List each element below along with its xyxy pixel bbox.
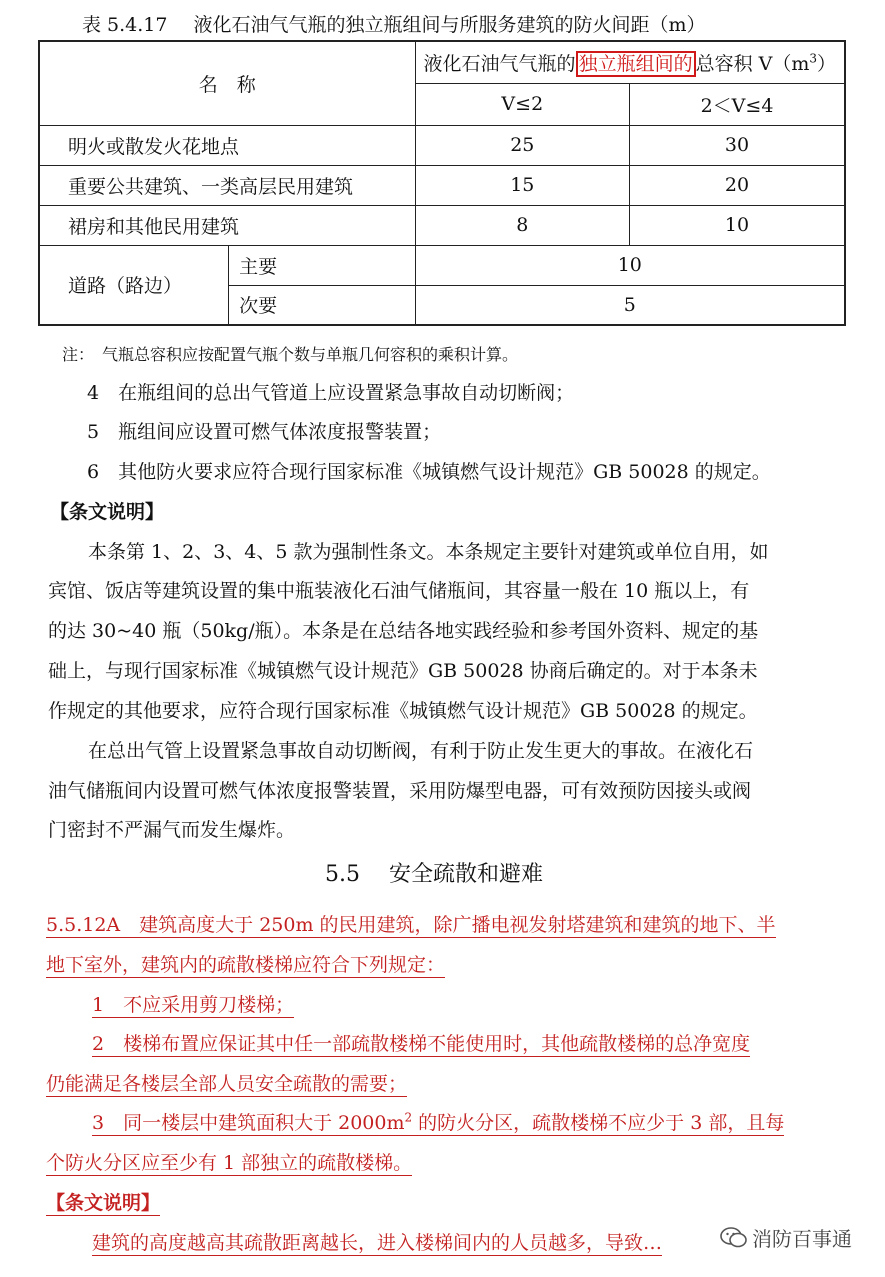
header-volume-sup: 3	[809, 51, 817, 66]
table-row	[39, 245, 845, 285]
col-header-2: 2＜V≤4	[630, 83, 845, 125]
row-value-2: 20	[630, 165, 845, 205]
red-explanation-text: 建筑的高度越高其疏散距离越长，进入楼梯间内的人员越多，导致…	[92, 1232, 663, 1254]
red-explanation-line	[92, 1228, 662, 1255]
row-name: 明火或散发火花地点	[39, 125, 415, 165]
row-value-2: 10	[630, 205, 845, 245]
red-clause-line	[46, 950, 445, 977]
row-value-1: 25	[415, 125, 629, 165]
red-clause-item-3-sup: 2	[404, 1110, 413, 1125]
col-header-1: V≤2	[415, 83, 629, 125]
red-clause-text: 2 楼梯布置应保证其中任一部疏散楼梯不能使用时，其他疏散楼梯的总净宽度	[92, 1033, 751, 1055]
explanation2-line: 在总出气管上设置紧急事故自动切断阀，有利于防止发生更大的事故。在液化石	[88, 740, 754, 762]
red-explanation-heading-text: 【条文说明】	[46, 1192, 161, 1214]
red-clause-text: 5.5.12A 建筑高度大于 250m 的民用建筑，除广播电视发射塔建筑和建筑的地下、半	[46, 914, 776, 936]
table-row	[39, 125, 845, 165]
red-clause-item-3-cont	[46, 1148, 412, 1175]
header-volume-cell	[415, 41, 845, 83]
row-value-2: 30	[630, 125, 845, 165]
row-value-1: 15	[415, 165, 629, 205]
table-row	[39, 205, 845, 245]
red-clause-text: 地下室外，建筑内的疏散楼梯应符合下列规定：	[46, 954, 446, 976]
explanation-line: 的达 30~40 瓶（50kg/瓶）。本条是在总结各地实践经验和参考国外资料、规定的基	[48, 620, 759, 642]
clause-item-5: 5 瓶组间应设置可燃气体浓度报警装置；	[87, 421, 442, 443]
explanation-line: 本条第 1、2、3、4、5 款为强制性条文。本条规定主要针对建筑或单位自用，如	[88, 541, 769, 563]
fire-distance-table	[38, 40, 846, 326]
table-caption-number: 表 5.4.17	[82, 14, 168, 36]
table-caption-text: 液化石油气气瓶的独立瓶组间与所服务建筑的防火间距（m）	[193, 14, 706, 36]
header-volume-close: ）	[817, 52, 837, 75]
red-clause-line	[46, 910, 776, 937]
explanation-line: 作规定的其他要求，应符合现行国家标准《城镇燃气设计规范》GB 50028 的规定。	[48, 700, 758, 722]
red-clause-item-3-pre: 3 同一楼层中建筑面积大于 2000m	[92, 1112, 405, 1134]
table-caption	[82, 10, 706, 37]
wechat-icon	[720, 1226, 748, 1250]
header-volume-prefix: 液化石油气气瓶的	[423, 52, 576, 75]
red-clause-item-3-post: 的防火分区，疏散楼梯不应少于 3 部，且每	[412, 1112, 785, 1134]
red-clause-item-2	[92, 1029, 750, 1056]
row-value-1: 8	[415, 205, 629, 245]
watermark-text: 消防百事通	[752, 1227, 852, 1251]
clause-item-6: 6 其他防火要求应符合现行国家标准《城镇燃气设计规范》GB 50028 的规定。	[87, 461, 771, 483]
road-label: 道路（路边）	[39, 245, 229, 325]
red-explanation-heading	[46, 1188, 160, 1215]
red-clause-text	[92, 1112, 784, 1136]
explanation-line: 宾馆、饭店等建筑设置的集中瓶装液化石油气储瓶间，其容量一般在 10 瓶以上，有	[48, 580, 750, 602]
clause-item-4: 4 在瓶组间的总出气管道上应设置紧急事故自动切断阀；	[87, 382, 575, 404]
red-clause-item-3	[92, 1108, 784, 1135]
red-clause-item-1	[92, 990, 294, 1017]
road-minor-label: 次要	[229, 285, 415, 325]
highlight-box: 独立瓶组间的	[576, 51, 696, 77]
header-name-cell	[39, 41, 415, 125]
header-volume-suffix: 总容积 V（m	[695, 52, 810, 75]
watermark	[720, 1223, 852, 1252]
road-main-label: 主要	[229, 245, 415, 285]
row-name: 重要公共建筑、一类高层民用建筑	[39, 165, 415, 205]
section-title	[325, 857, 543, 888]
explanation2-line: 油气储瓶间内设置可燃气体浓度报警装置，采用防爆型电器，可有效预防因接头或阀	[48, 780, 752, 802]
road-minor-value: 5	[415, 285, 845, 325]
red-clause-text: 1 不应采用剪刀楼梯；	[92, 994, 295, 1016]
explanation2-line: 门密封不严漏气而发生爆炸。	[48, 819, 296, 841]
red-clause-text: 个防火分区应至少有 1 部独立的疏散楼梯。	[46, 1152, 413, 1174]
table-row	[39, 165, 845, 205]
red-clause-item-2-cont	[46, 1069, 407, 1096]
table-note: 注： 气瓶总容积应按配置气瓶个数与单瓶几何容积的乘积计算。	[62, 345, 519, 364]
red-clause-text: 仍能满足各楼层全部人员安全疏散的需要；	[46, 1073, 408, 1095]
road-main-value: 10	[415, 245, 845, 285]
explanation-heading: 【条文说明】	[50, 501, 165, 523]
row-name: 裙房和其他民用建筑	[39, 205, 415, 245]
section-title-text: 安全疏散和避难	[389, 862, 544, 887]
header-name: 名 称	[198, 73, 256, 96]
section-number: 5.5	[325, 862, 360, 887]
explanation-line: 础上，与现行国家标准《城镇燃气设计规范》GB 50028 协商后确定的。对于本条未	[48, 660, 758, 682]
